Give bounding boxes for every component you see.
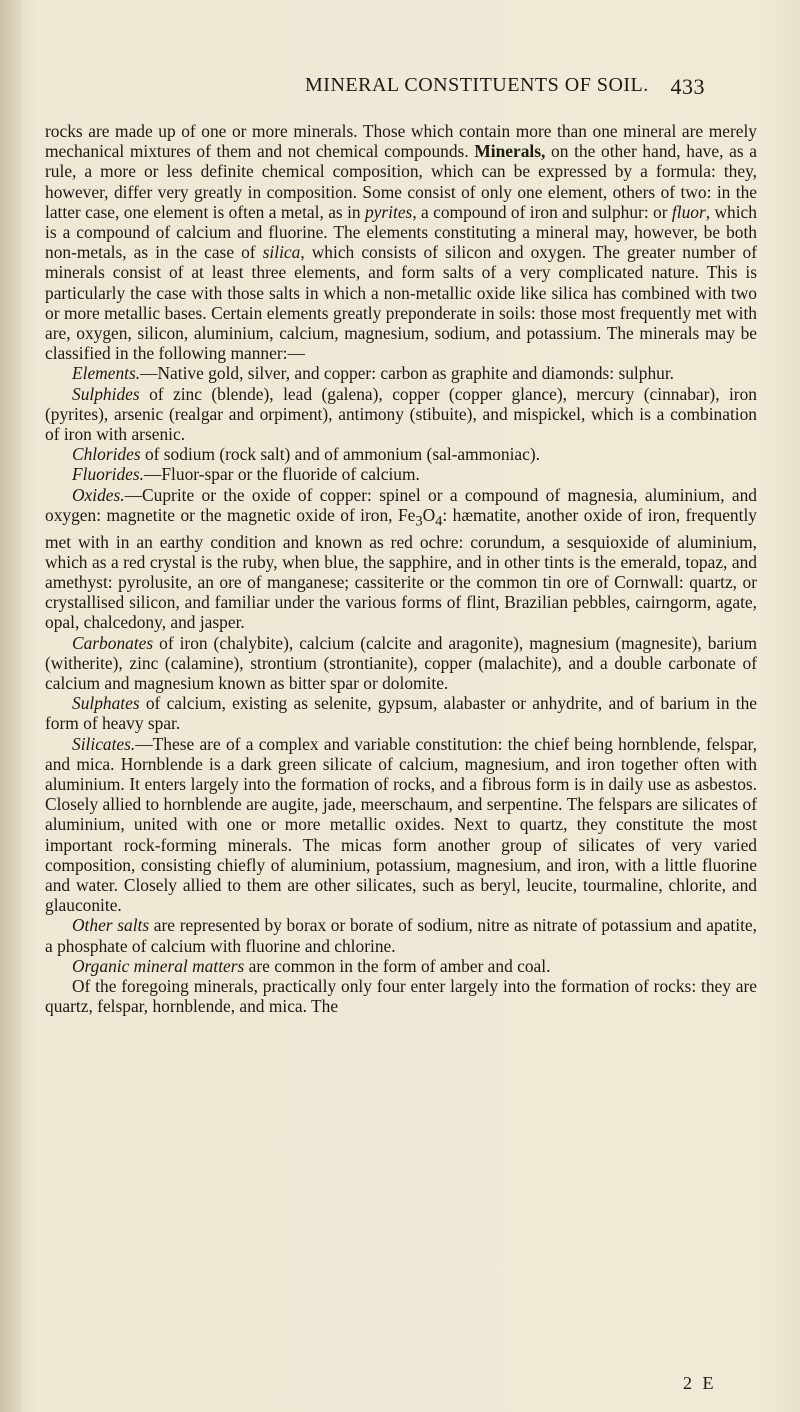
heading-other-salts: Other salts	[72, 915, 150, 936]
paragraph-closing: Of the foregoing minerals, practically only four enter largely into the formation of rocks: they are quartz, felspar, hornblende, and mica. The	[45, 976, 757, 1017]
term-fluor: fluor	[671, 201, 706, 222]
term-silica: silica	[262, 242, 301, 263]
signature-mark: 2 E	[683, 1373, 717, 1393]
paragraph-organic: Organic mineral matters are common in the form of amber and coal.	[72, 955, 551, 976]
paragraph-silicates: Silicates.—These are of a complex and variable constitution: the chief being hornblende, felspar, and mica. Hornblende is a dark green silicate of calcium, magnesium, and iron together often with aluminium. It enters largely into the formation of rocks, and a fibrous form is in daily use as asbestos. Closely allied to hornblende are augite, jade, meerschaum, and serpentine. The felspars are silicates of aluminium, united with one or more metallic oxides. Next to quartz, they constitute the most important rock-forming minerals. The micas form another group of silicates of very varied composition, consisting chiefly of aluminium, potassium, magnesium, and iron, with a little fluorine and water. Closely allied to them are other silicates, such as beryl, leucite, tourmaline, chlorite, and glauconite.	[45, 733, 757, 916]
paragraph-oxides: Oxides.—Cuprite or the oxide of copper: spinel or a compound of magnesia, aluminium, and oxygen: magnetite or the magnetic oxide of iron, $Fe_3O_4$: hæmatite, another oxide of iron, frequently met with in an earthy condition and known as red ochre: corundum, a sesquioxide of aluminium, which as a red crystal is the ruby, when blue, the sapphire, and in other tints is the emerald, topaz, and amethyst: pyrolusite, an ore of manganese; cassiterite or the common tin ore of Cornwall: quartz, or crystallised silicon, and familiar under the various forms of flint, Brazilian pebbles, cairngorm, agate, opal, chalcedony, and jasper.	[45, 484, 757, 633]
running-header	[305, 74, 705, 97]
heading-chlorides: Chlorides	[72, 444, 141, 465]
formula-subscript: 4	[435, 513, 443, 530]
heading-carbonates: Carbonates	[72, 632, 154, 653]
heading-oxides: Oxides.	[72, 484, 125, 505]
running-title: MINERAL CONSTITUENTS OF SOIL.	[305, 74, 649, 96]
formula-subscript: 3	[415, 513, 423, 530]
term-pyrites: pyrites	[364, 201, 413, 222]
term-minerals: Minerals,	[474, 141, 546, 162]
paragraph-other-salts: Other salts are represented by borax or borate of sodium, nitre as nitrate of potassium and apatite, a phosphate of calcium with fluorine and chlorine.	[45, 915, 757, 956]
heading-sulphides: Sulphides	[72, 383, 140, 404]
page-number: 433	[670, 74, 705, 99]
paragraph-sulphides: Sulphides of zinc (blende), lead (galena), copper (copper glance), mercury (cinnabar), iron (pyrites), arsenic (realgar and orpiment), antimony (stibuite), and mispickel, which is a combination of iron with arsenic.	[45, 383, 757, 445]
heading-fluorides: Fluorides.	[72, 464, 144, 485]
paragraph-elements: Elements.—Native gold, silver, and copper: carbon as graphite and diamonds: sulphur.	[72, 363, 675, 384]
paragraph-sulphates: Sulphates of calcium, existing as selenite, gypsum, alabaster or anhydrite, and of barium in the form of heavy spar.	[45, 693, 757, 734]
paragraph-chlorides: Chlorides of sodium (rock salt) and of ammonium (sal-ammoniac).	[72, 444, 541, 465]
page-gutter-shadow	[0, 0, 22, 1412]
paragraph-intro: rocks are made up of one or more minerals. Those which contain more than one mineral are merely mechanical mixtures of them and not chemical compounds. Minerals, on the other hand, have, as a rule, a more or less definite chemical composition, which can be expressed by a formula: they, however, differ very greatly in composition. Some consist of only one element, others of two: in the latter case, one element is often a metal, as in pyrites, a compound of iron and sulphur: or fluor, which is a compound of calcium and fluorine. The elements constituting a mineral may, however, be both non-metals, as in the case of silica, which consists of silicon and oxygen. The greater number of minerals consist of at least three elements, and form salts of a very complicated nature. This is particularly the case with those salts in which a non-metallic oxide like silica has combined with two or more metallic bases. Certain elements greatly preponderate in soils: those most frequently met with are, oxygen, silicon, aluminium, calcium, magnesium, sodium, and potassium. The minerals may be classified in the following manner:—	[45, 121, 757, 364]
heading-organic: Organic mineral matters	[72, 955, 245, 976]
paragraph-carbonates: Carbonates of iron (chalybite), calcium (calcite and aragonite), magnesium (magnesite), barium (witherite), zinc (calamine), strontium (strontianite), copper (malachite), and a double carbonate of calcium and magnesium known as bitter spar or dolomite.	[45, 632, 757, 693]
heading-elements: Elements.	[72, 363, 141, 384]
heading-silicates: Silicates.	[72, 733, 136, 754]
heading-sulphates: Sulphates	[72, 693, 140, 714]
paragraph-fluorides: Fluorides.—Fluor-spar or the fluoride of calcium.	[72, 464, 420, 485]
body-text	[45, 121, 757, 1016]
